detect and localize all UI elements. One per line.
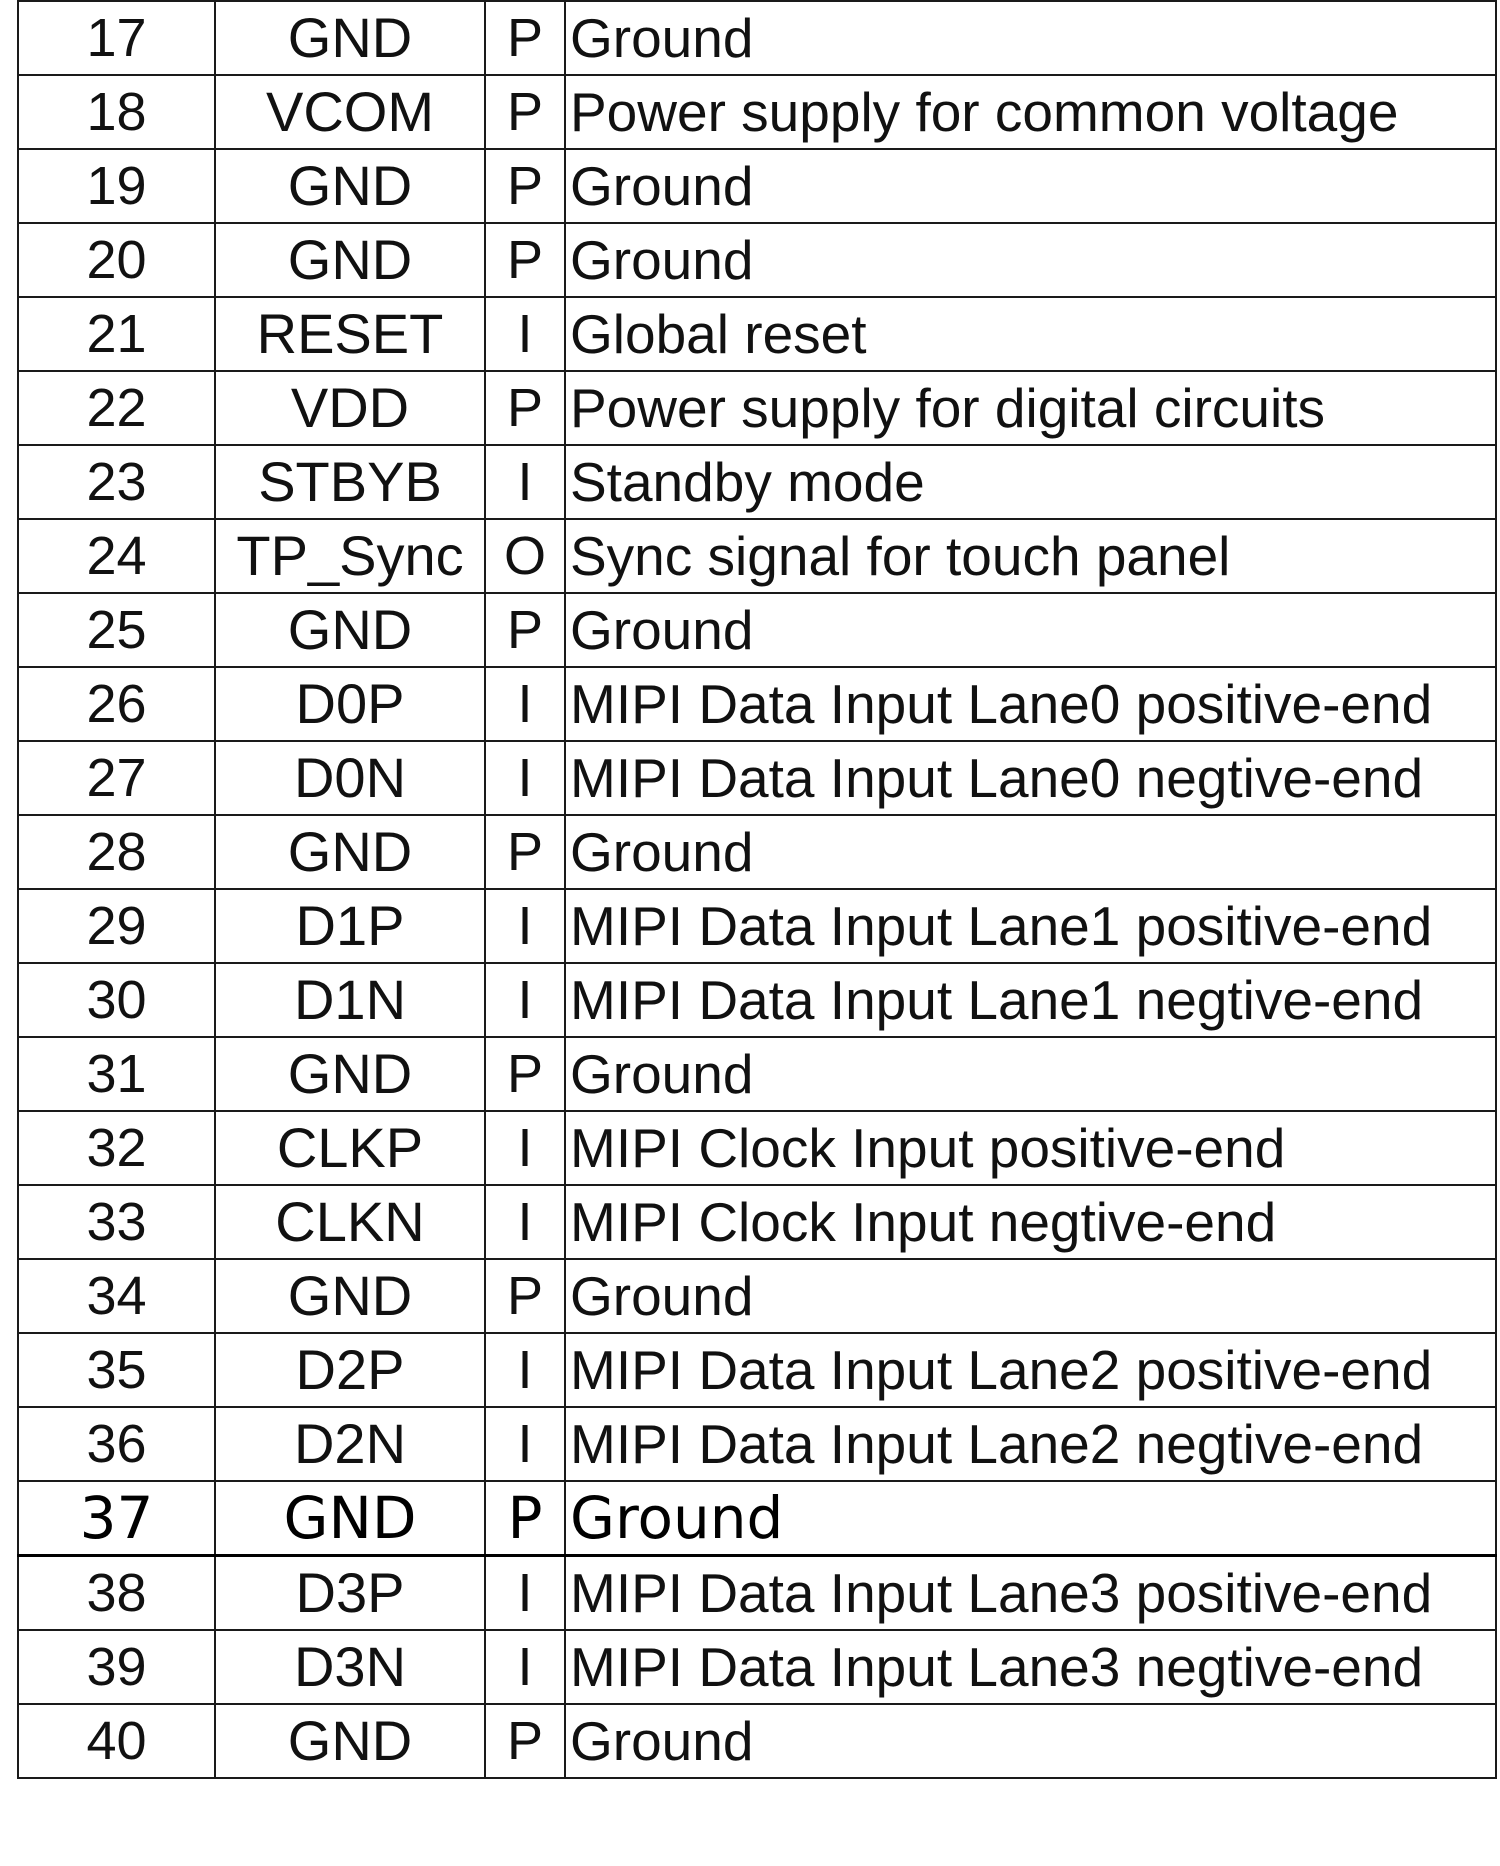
- pin-name-cell: D0N: [215, 741, 485, 815]
- pin-name-cell: D3N: [215, 1630, 485, 1704]
- pin-type-cell: I: [485, 1407, 565, 1481]
- pin-name-cell: D3P: [215, 1556, 485, 1631]
- table-row: [18, 1481, 1496, 1556]
- pin-description-cell: Standby mode: [565, 445, 1496, 519]
- pin-description-cell: MIPI Data Input Lane3 positive-end: [565, 1556, 1496, 1631]
- pin-description-cell: MIPI Clock Input negtive-end: [565, 1185, 1496, 1259]
- table-row: [18, 297, 1496, 371]
- table-row: [18, 1407, 1496, 1481]
- table-row: [18, 1111, 1496, 1185]
- pin-number-cell: 24: [18, 519, 215, 593]
- pin-description-cell: Ground: [565, 149, 1496, 223]
- pin-type-cell: I: [485, 963, 565, 1037]
- pin-description-cell: MIPI Data Input Lane2 positive-end: [565, 1333, 1496, 1407]
- pin-type-cell: I: [485, 1185, 565, 1259]
- pin-description-cell: MIPI Data Input Lane2 negtive-end: [565, 1407, 1496, 1481]
- table-row: [18, 1185, 1496, 1259]
- pin-description-cell: Ground: [565, 1481, 1496, 1556]
- pin-number-cell: 22: [18, 371, 215, 445]
- pin-number-cell: 26: [18, 667, 215, 741]
- pin-number-cell: 33: [18, 1185, 215, 1259]
- table-row: [18, 1556, 1496, 1631]
- pin-name-cell: GND: [215, 815, 485, 889]
- table-row: [18, 371, 1496, 445]
- pin-number-cell: 36: [18, 1407, 215, 1481]
- pin-name-cell: VDD: [215, 371, 485, 445]
- pin-name-cell: GND: [215, 1037, 485, 1111]
- pin-description-cell: MIPI Data Input Lane0 negtive-end: [565, 741, 1496, 815]
- pin-number-cell: 34: [18, 1259, 215, 1333]
- pin-type-cell: I: [485, 445, 565, 519]
- pin-name-cell: D0P: [215, 667, 485, 741]
- pin-number-cell: 32: [18, 1111, 215, 1185]
- pin-number-cell: 27: [18, 741, 215, 815]
- table-row: [18, 445, 1496, 519]
- pin-description-cell: Ground: [565, 1037, 1496, 1111]
- pin-name-cell: CLKN: [215, 1185, 485, 1259]
- pin-number-cell: 30: [18, 963, 215, 1037]
- table-row: [18, 1704, 1496, 1778]
- table-row: [18, 667, 1496, 741]
- pin-name-cell: GND: [215, 1481, 485, 1556]
- pin-name-cell: GND: [215, 1, 485, 75]
- table-row: [18, 963, 1496, 1037]
- pin-name-cell: STBYB: [215, 445, 485, 519]
- pin-name-cell: GND: [215, 223, 485, 297]
- pin-type-cell: P: [485, 1259, 565, 1333]
- table-row: [18, 1630, 1496, 1704]
- pin-number-cell: 40: [18, 1704, 215, 1778]
- pin-number-cell: 29: [18, 889, 215, 963]
- pin-name-cell: TP_Sync: [215, 519, 485, 593]
- pin-name-cell: D1P: [215, 889, 485, 963]
- table-row: [18, 223, 1496, 297]
- pin-number-cell: 25: [18, 593, 215, 667]
- pin-type-cell: P: [485, 1481, 565, 1556]
- pin-description-cell: Ground: [565, 815, 1496, 889]
- pin-type-cell: P: [485, 149, 565, 223]
- pin-number-cell: 21: [18, 297, 215, 371]
- pin-number-cell: 37: [18, 1481, 215, 1556]
- pin-number-cell: 28: [18, 815, 215, 889]
- table-row: [18, 149, 1496, 223]
- pin-description-cell: MIPI Clock Input positive-end: [565, 1111, 1496, 1185]
- pin-type-cell: P: [485, 593, 565, 667]
- pin-name-cell: CLKP: [215, 1111, 485, 1185]
- table-row: [18, 593, 1496, 667]
- table-row: [18, 1333, 1496, 1407]
- pin-number-cell: 17: [18, 1, 215, 75]
- pin-description-cell: Power supply for common voltage: [565, 75, 1496, 149]
- pin-type-cell: I: [485, 1111, 565, 1185]
- pin-type-cell: I: [485, 741, 565, 815]
- pin-definition-table: [17, 0, 1497, 1779]
- pin-number-cell: 38: [18, 1556, 215, 1631]
- pin-type-cell: P: [485, 371, 565, 445]
- pin-number-cell: 19: [18, 149, 215, 223]
- pin-description-cell: MIPI Data Input Lane1 positive-end: [565, 889, 1496, 963]
- pin-description-cell: Global reset: [565, 297, 1496, 371]
- pin-type-cell: I: [485, 1333, 565, 1407]
- pin-type-cell: P: [485, 815, 565, 889]
- pin-number-cell: 39: [18, 1630, 215, 1704]
- pin-type-cell: I: [485, 667, 565, 741]
- table-row: [18, 741, 1496, 815]
- pin-name-cell: D2N: [215, 1407, 485, 1481]
- table-row: [18, 815, 1496, 889]
- pin-table-body: [18, 1, 1496, 1778]
- pin-description-cell: MIPI Data Input Lane0 positive-end: [565, 667, 1496, 741]
- pin-number-cell: 35: [18, 1333, 215, 1407]
- pin-type-cell: I: [485, 1630, 565, 1704]
- pin-name-cell: D2P: [215, 1333, 485, 1407]
- pin-name-cell: GND: [215, 593, 485, 667]
- table-row: [18, 519, 1496, 593]
- pin-number-cell: 23: [18, 445, 215, 519]
- table-row: [18, 1259, 1496, 1333]
- pin-name-cell: GND: [215, 1259, 485, 1333]
- pin-type-cell: P: [485, 1037, 565, 1111]
- pin-description-cell: Sync signal for touch panel: [565, 519, 1496, 593]
- pin-type-cell: P: [485, 1, 565, 75]
- pin-name-cell: RESET: [215, 297, 485, 371]
- pin-description-cell: Ground: [565, 1704, 1496, 1778]
- pin-type-cell: O: [485, 519, 565, 593]
- pin-number-cell: 20: [18, 223, 215, 297]
- pin-name-cell: GND: [215, 1704, 485, 1778]
- pin-description-cell: Ground: [565, 223, 1496, 297]
- table-row: [18, 889, 1496, 963]
- pin-name-cell: VCOM: [215, 75, 485, 149]
- pin-type-cell: P: [485, 223, 565, 297]
- pin-type-cell: I: [485, 1556, 565, 1631]
- pin-type-cell: I: [485, 297, 565, 371]
- pin-type-cell: I: [485, 889, 565, 963]
- pin-name-cell: GND: [215, 149, 485, 223]
- pin-description-cell: Ground: [565, 1259, 1496, 1333]
- table-row: [18, 1, 1496, 75]
- pin-type-cell: P: [485, 1704, 565, 1778]
- pin-description-cell: MIPI Data Input Lane3 negtive-end: [565, 1630, 1496, 1704]
- pin-number-cell: 18: [18, 75, 215, 149]
- table-row: [18, 75, 1496, 149]
- pin-type-cell: P: [485, 75, 565, 149]
- pin-description-cell: Ground: [565, 1, 1496, 75]
- table-row: [18, 1037, 1496, 1111]
- pin-description-cell: Ground: [565, 593, 1496, 667]
- pin-description-cell: Power supply for digital circuits: [565, 371, 1496, 445]
- pin-number-cell: 31: [18, 1037, 215, 1111]
- pin-description-cell: MIPI Data Input Lane1 negtive-end: [565, 963, 1496, 1037]
- pin-name-cell: D1N: [215, 963, 485, 1037]
